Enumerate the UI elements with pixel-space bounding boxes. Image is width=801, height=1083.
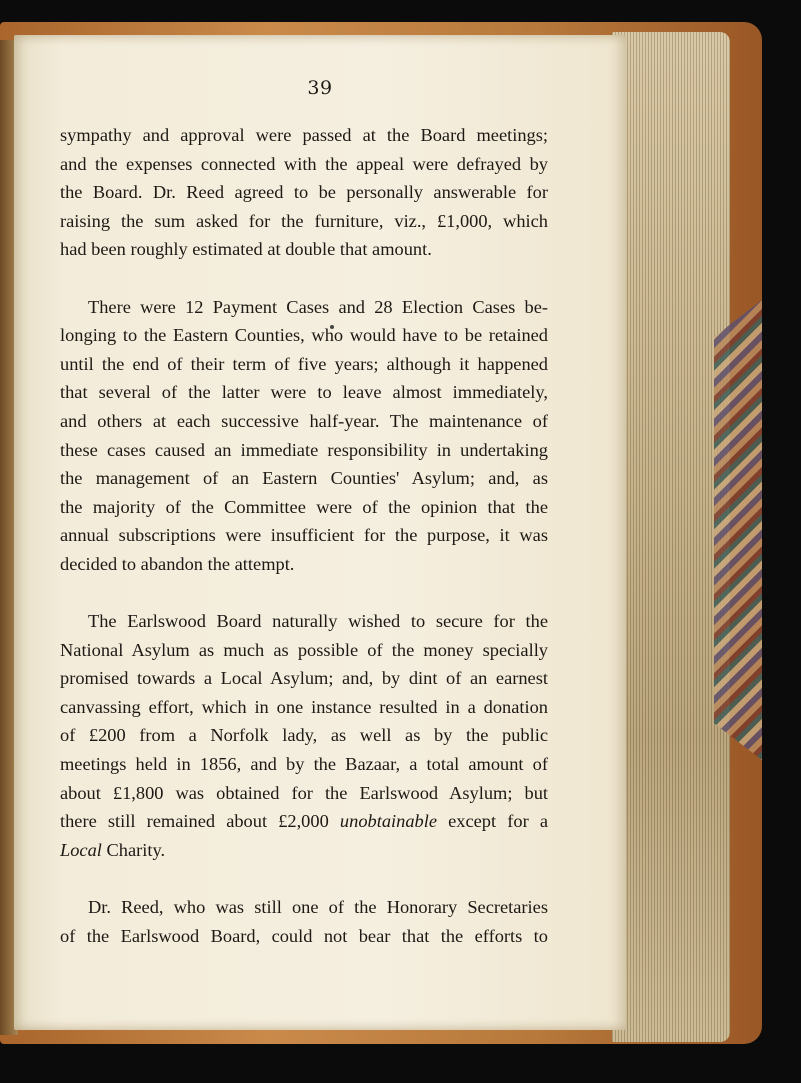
text-line <box>60 807 548 836</box>
page-number: 39 <box>307 77 333 99</box>
text-line: of the Earlswood Board, could not bear that the efforts to <box>60 925 548 946</box>
text-line: that several of the latter were to leave almost immediately, <box>60 382 548 403</box>
text-line: Dr. Reed, who was still one of the Honorary Secretaries <box>88 897 548 918</box>
text-line: about £1,800 was obtained for the Earlswood Asylum; but <box>60 782 548 803</box>
text-run: Charity. <box>106 839 166 860</box>
paragraph-4 <box>60 893 548 950</box>
marbled-endpaper <box>714 300 762 760</box>
italic-word: unobtainable <box>339 811 437 832</box>
text-line: raising the sum asked for the furniture, viz., £1,000, which <box>60 210 548 231</box>
book-page <box>14 35 626 1030</box>
text-line: the majority of the Committee were of the opinion that the <box>60 496 548 517</box>
text-line: The Earlswood Board naturally wished to secure for the <box>88 611 548 632</box>
text-line: had been roughly estimated at double that amount. <box>60 239 432 260</box>
paragraph-3 <box>60 607 548 864</box>
text-line: canvassing effort, which in one instance resulted in a donation <box>60 696 548 717</box>
text-line: these cases caused an immediate responsibility in undertaking <box>60 439 548 460</box>
text-line: There were 12 Payment Cases and 28 Election Cases be- <box>88 296 548 317</box>
text-line: longing to the Eastern Counties, who would have to be retained <box>60 325 548 346</box>
text-line: and the expenses connected with the appeal were defrayed by <box>60 153 548 174</box>
text-run: except for a <box>436 811 549 832</box>
text-line: promised towards a Local Asylum; and, by dint of an earnest <box>60 668 548 689</box>
text-line: decided to abandon the attempt. <box>60 553 295 574</box>
body-text <box>60 121 548 950</box>
text-line: meetings held in 1856, and by the Bazaar, a total amount of <box>60 754 548 775</box>
text-line <box>60 836 548 865</box>
text-line: of £200 from a Norfolk lady, as well as by the public <box>60 725 548 746</box>
text-line: National Asylum as much as possible of the money specially <box>60 639 548 660</box>
page-fore-edge <box>612 32 730 1042</box>
italic-word: Local <box>60 839 102 860</box>
text-run: there still remained about £2,000 <box>60 811 340 832</box>
text-line: the Board. Dr. Reed agreed to be personally answerable for <box>60 182 548 203</box>
text-line: until the end of their term of five years; although it happened <box>60 353 548 374</box>
text-line: annual subscriptions were insufficient for the purpose, it was <box>60 525 548 546</box>
paragraph-2 <box>60 293 548 579</box>
text-line: and others at each successive half-year. The maintenance of <box>60 410 548 431</box>
paragraph-1 <box>60 121 548 264</box>
text-line: sympathy and approval were passed at the Board meetings; <box>60 125 548 145</box>
text-line: the management of an Eastern Counties' Asylum; and, as <box>60 468 548 489</box>
